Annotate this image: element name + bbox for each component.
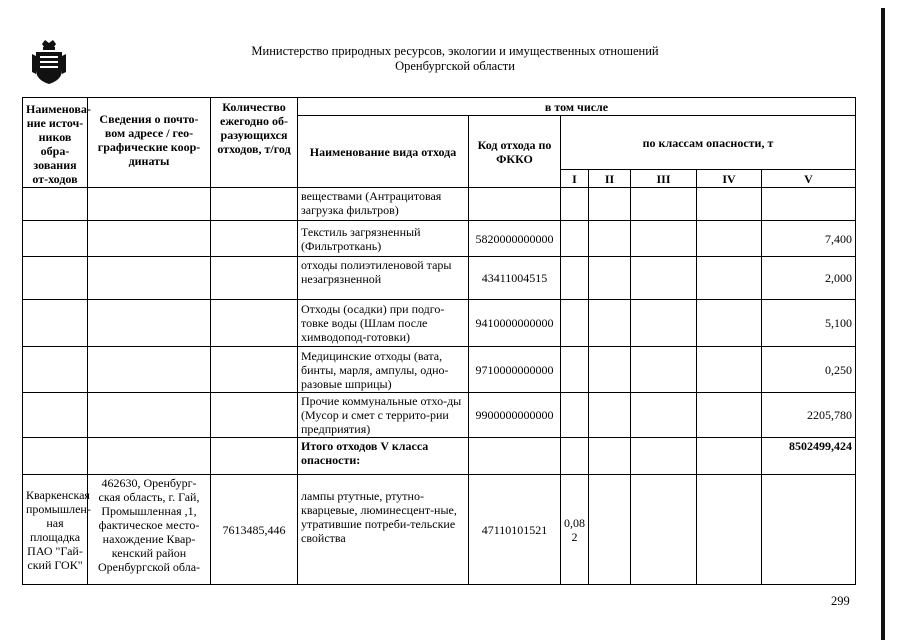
cell-class-4	[697, 475, 762, 585]
table-row	[23, 393, 856, 438]
cell-class-3	[631, 475, 697, 585]
cell-address: 462630, Оренбург-ская область, г. Гай, Промышленная ,1, фактическое место-нахождение Квар-кенский район Оренбургской обла-	[88, 475, 211, 585]
cell-waste-name: Отходы (осадки) при подго-товке воды (Шлам после химводопод-готовки)	[298, 300, 469, 347]
cell-class-4	[697, 300, 762, 347]
cell-waste-name: Итого отходов V класса опасности:	[298, 438, 469, 475]
cell-waste-name: веществами (Антрацитовая загрузка фильтров)	[298, 188, 469, 221]
cell-source: Кваркенская промышлен-ная площадка ПАО "Гай-ский ГОК"	[23, 475, 88, 585]
header-source-name: Наименова-ние источ-ников обра-зования от-ходов	[23, 98, 88, 188]
cell-class-5: 2205,780	[762, 393, 856, 438]
header-class-5: V	[762, 170, 856, 188]
cell-class-1	[561, 188, 589, 221]
cell-class-3	[631, 347, 697, 393]
table-row	[23, 221, 856, 257]
cell-quantity	[211, 300, 298, 347]
cell-class-4	[697, 347, 762, 393]
cell-class-3	[631, 188, 697, 221]
cell-code: 9710000000000	[469, 347, 561, 393]
cell-class-2	[589, 393, 631, 438]
cell-class-3	[631, 393, 697, 438]
header-address: Сведения о почто-вом адресе / гео-графические коор-динаты	[88, 98, 211, 188]
header-class-1: I	[561, 170, 589, 188]
cell-quantity: 7613485,446	[211, 475, 298, 585]
table-row	[23, 347, 856, 393]
header-class-3: III	[631, 170, 697, 188]
coat-of-arms-icon	[32, 38, 66, 86]
cell-quantity	[211, 347, 298, 393]
header-region: Оренбургской области	[395, 59, 515, 73]
table-row-total	[23, 438, 856, 475]
cell-source	[23, 393, 88, 438]
cell-class-2	[589, 221, 631, 257]
cell-class-3	[631, 257, 697, 300]
header-class-4: IV	[697, 170, 762, 188]
cell-code: 9410000000000	[469, 300, 561, 347]
cell-class-1	[561, 393, 589, 438]
cell-class-1	[561, 257, 589, 300]
header-waste-name: Наименование вида отхода	[298, 116, 469, 188]
cell-class-5: 0,250	[762, 347, 856, 393]
table-row	[23, 300, 856, 347]
header-by-class: по классам опасности, т	[561, 116, 856, 170]
header-including: в том числе	[298, 98, 856, 116]
cell-source	[23, 221, 88, 257]
cell-waste-name: лампы ртутные, ртутно-кварцевые, люминесцент-ные, утратившие потреби-тельские свойства	[298, 475, 469, 585]
cell-address	[88, 300, 211, 347]
cell-code	[469, 438, 561, 475]
cell-class-4	[697, 221, 762, 257]
cell-class-1: 0,082	[561, 475, 589, 585]
cell-class-2	[589, 257, 631, 300]
header-quantity: Количество ежегодно об-разующихся отходов, т/год	[211, 98, 298, 188]
cell-source	[23, 300, 88, 347]
cell-class-3	[631, 300, 697, 347]
page-edge-line	[881, 8, 885, 640]
cell-address	[88, 257, 211, 300]
cell-waste-name: Текстиль загрязненный (Фильтроткань)	[298, 221, 469, 257]
cell-source	[23, 347, 88, 393]
cell-source	[23, 257, 88, 300]
cell-class-3	[631, 438, 697, 475]
cell-address	[88, 393, 211, 438]
cell-quantity	[211, 221, 298, 257]
cell-address	[88, 438, 211, 475]
cell-class-4	[697, 188, 762, 221]
cell-class-5: 7,400	[762, 221, 856, 257]
cell-class-5: 5,100	[762, 300, 856, 347]
cell-code	[469, 188, 561, 221]
cell-waste-name: отходы полиэтиленовой тары незагрязненной	[298, 257, 469, 300]
cell-source	[23, 438, 88, 475]
cell-quantity	[211, 438, 298, 475]
cell-quantity	[211, 188, 298, 221]
cell-class-1	[561, 221, 589, 257]
cell-source	[23, 188, 88, 221]
table-row	[23, 188, 856, 221]
cell-class-2	[589, 438, 631, 475]
cell-class-5	[762, 188, 856, 221]
table-row	[23, 475, 856, 585]
table-row	[23, 257, 856, 300]
cell-waste-name: Медицинские отходы (вата, бинты, марля, ампулы, одно-разовые шприцы)	[298, 347, 469, 393]
cell-code: 47110101521	[469, 475, 561, 585]
cell-code: 43411004515	[469, 257, 561, 300]
cell-class-1	[561, 347, 589, 393]
cell-class-1	[561, 300, 589, 347]
cell-class-2	[589, 475, 631, 585]
cell-class-4	[697, 257, 762, 300]
cell-class-5	[762, 475, 856, 585]
header-fkko-code: Код отхода по ФККО	[469, 116, 561, 188]
cell-class-2	[589, 188, 631, 221]
cell-class-1	[561, 438, 589, 475]
cell-code: 9900000000000	[469, 393, 561, 438]
cell-address	[88, 221, 211, 257]
cell-class-2	[589, 300, 631, 347]
cell-waste-name: Прочие коммунальные отхо-ды (Мусор и смет с террито-рии предприятия)	[298, 393, 469, 438]
cell-class-4	[697, 393, 762, 438]
cell-class-4	[697, 438, 762, 475]
cell-class-5: 2,000	[762, 257, 856, 300]
header-ministry: Министерство природных ресурсов, экологии и имущественных отношений	[251, 44, 659, 58]
cell-quantity	[211, 393, 298, 438]
cell-class-2	[589, 347, 631, 393]
document-header	[200, 44, 710, 74]
cell-address	[88, 188, 211, 221]
waste-table	[22, 97, 856, 585]
cell-code: 5820000000000	[469, 221, 561, 257]
header-class-2: II	[589, 170, 631, 188]
cell-quantity	[211, 257, 298, 300]
cell-class-5-total: 8502499,424	[762, 438, 856, 475]
page-number: 299	[831, 594, 850, 608]
cell-class-3	[631, 221, 697, 257]
cell-address	[88, 347, 211, 393]
